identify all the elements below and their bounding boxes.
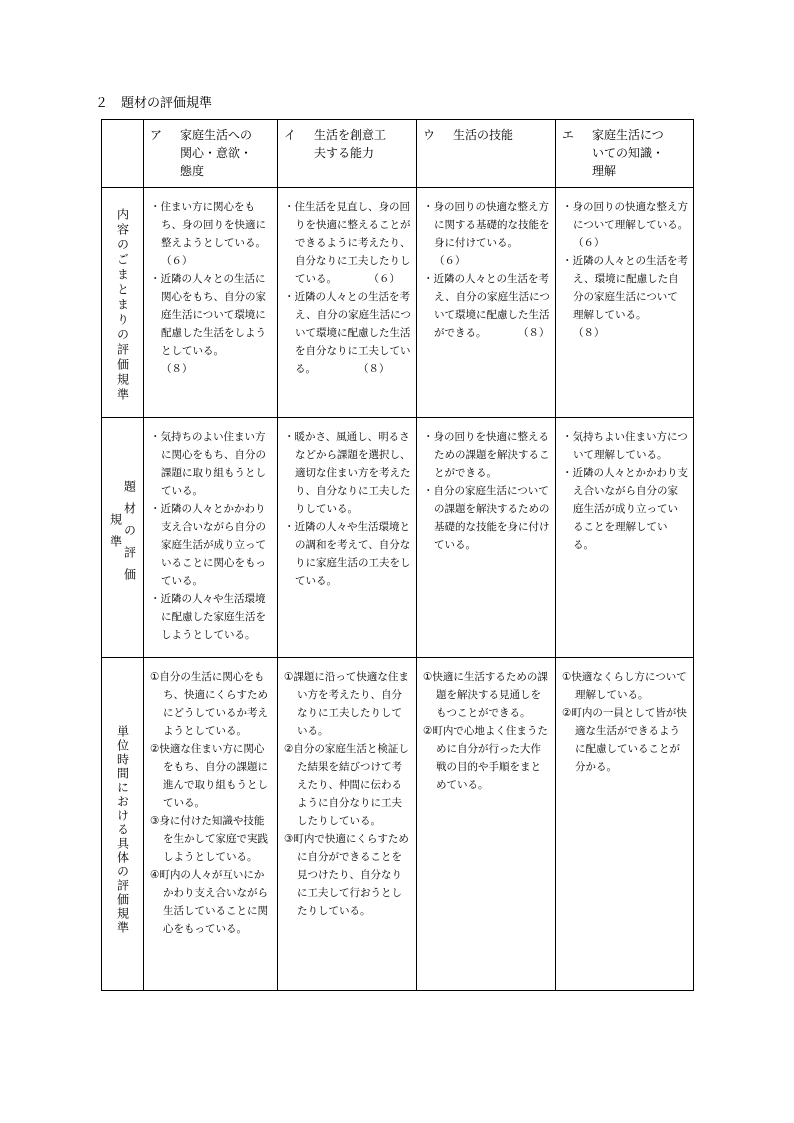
section-heading: ２ 題材の評価規準 bbox=[95, 96, 213, 111]
criteria-item: ①課題に沿って快適な住まい方を考えたり、自分なりに工夫したりしている。 bbox=[284, 671, 409, 737]
criteria-item: ・住まい方に関心をもち、身の回りを快適に整えようとしている。 （６） bbox=[150, 201, 303, 267]
col-title-line: 関心・意欲・ bbox=[180, 146, 253, 160]
col-title-line: いての知識・ bbox=[592, 146, 665, 160]
criteria-item: ④町内の人々が互いにかかわり支え合いながら生活していることに関心をもっている。 bbox=[150, 869, 268, 935]
criteria-cell bbox=[144, 188, 303, 418]
col-label: ア bbox=[150, 128, 163, 142]
table-row bbox=[102, 188, 694, 418]
criteria-item: ・近隣の人々との生活を考え、環境に配慮した自分の家庭生活について理解している。 （８） bbox=[562, 255, 688, 339]
criteria-item: ・気持ちよい住まい方について理解している。 bbox=[562, 431, 688, 461]
table-row bbox=[102, 418, 694, 658]
criteria-item: ・近隣の人々とかかわり支え合いながら自分の家庭生活が成り立っていることに関心をもっている。 bbox=[150, 503, 266, 587]
criteria-item: ①快適に生活するための課題を解決する見通しをもつことができる。 bbox=[423, 671, 548, 719]
criteria-cell bbox=[417, 658, 556, 991]
criteria-item: ・身の回りを快適に整えるための課題を解決することができる。 bbox=[423, 431, 550, 479]
row-label-cell bbox=[102, 658, 144, 991]
header-row bbox=[102, 120, 694, 188]
row-label: 内容のごまとまりの評価規準 bbox=[115, 208, 130, 403]
col-title-line: 家庭生活につ bbox=[592, 128, 664, 142]
criteria-item: ・暖かさ、風通し、明るさなどから課題を選択し、適切な住まい方を考えたり、自分なりに工夫したりしている。 bbox=[284, 431, 411, 515]
criteria-cell bbox=[417, 188, 556, 418]
col-label: イ bbox=[284, 128, 297, 142]
criteria-cell bbox=[278, 658, 417, 991]
criteria-item: ・身の回りの快適な整え方に関する基礎的な技能を身に付けている。 （６） bbox=[423, 201, 555, 267]
col-header-i bbox=[278, 120, 417, 188]
criteria-item: ・近隣の人々や生活環境に配慮した家庭生活をしようとしている。 bbox=[150, 593, 266, 641]
col-title-line: 生活を創意工 bbox=[314, 128, 387, 142]
criteria-item: ②快適な住まい方に関心をもち、自分の課題に進んで取り組もうとしている。 bbox=[150, 743, 268, 809]
row-label: 題材の評価規準 bbox=[108, 480, 137, 590]
col-title-line: 家庭生活への bbox=[180, 128, 253, 142]
criteria-item: ・住生活を見直し、身の回りを快適に整えることができるように考えたり、自分なりに工夫したりしている。 （６） bbox=[284, 201, 411, 285]
criteria-cell bbox=[278, 418, 417, 658]
criteria-item: ③町内で快適にくらすために自分ができることを見つけたり、自分なりに工夫して行おうとしたりしている。 bbox=[284, 833, 409, 917]
criteria-item: ②自分の家庭生活と検証した結果を結びつけて考えたり、仲間に伝わるように自分なりに工夫したりしている。 bbox=[284, 743, 409, 827]
criteria-item: ③身に付けた知識や技能を生かして家庭で実践しようとしている。 bbox=[150, 815, 268, 863]
col-label: エ bbox=[562, 128, 575, 142]
criteria-cell bbox=[556, 418, 694, 658]
criteria-item: ②町内で心地よく住まうために自分が行った大作戦の目的や手順をまとめている。 bbox=[423, 725, 548, 791]
criteria-item: ・近隣の人々との生活を考え、自分の家庭生活について環境に配慮した生活ができる。 （８） bbox=[423, 273, 550, 339]
criteria-cell bbox=[144, 658, 278, 991]
col-header-u bbox=[417, 120, 556, 188]
criteria-cell bbox=[556, 658, 694, 991]
row-label-cell bbox=[102, 188, 144, 418]
criteria-cell bbox=[417, 418, 556, 658]
col-title-line: 態度 bbox=[180, 164, 205, 178]
criteria-item: ①快適なくらし方について理解している。 bbox=[562, 671, 687, 701]
criteria-item: ・近隣の人々や生活環境との調和を考えて、自分なりに家庭生活の工夫をしている。 bbox=[284, 521, 411, 587]
criteria-item: ・近隣の人々との生活を考え、自分の家庭生活について環境に配慮した生活を自分なりに工夫している。 （８） bbox=[284, 291, 411, 375]
criteria-item: ・自分の家庭生活についての課題を解決するための基礎的な技能を身に付けている。 bbox=[423, 485, 550, 551]
col-title-line: 夫する能力 bbox=[314, 146, 375, 160]
criteria-item: ・気持ちのよい住まい方に関心をもち、自分の課題に取り組もうとしている。 bbox=[150, 431, 266, 497]
col-title-line: 生活の技能 bbox=[453, 128, 514, 142]
criteria-cell bbox=[556, 188, 726, 418]
row-label-cell bbox=[102, 418, 144, 658]
criteria-cell bbox=[278, 188, 417, 418]
col-header-e bbox=[556, 120, 694, 188]
criteria-item: ・身の回りの快適な整え方について理解している。 （６） bbox=[562, 201, 726, 249]
table-row bbox=[102, 658, 694, 991]
col-title-line: 理解 bbox=[592, 164, 617, 178]
corner-cell bbox=[102, 120, 144, 188]
col-label: ウ bbox=[423, 128, 436, 142]
criteria-item: ・近隣の人々との生活に関心をもち、自分の家庭生活について環境に配慮した生活をしようとしている。 （８） bbox=[150, 273, 266, 375]
criteria-item: ・近隣の人々とかかわり支え合いながら自分の家庭生活が成り立っていることを理解している。 bbox=[562, 467, 688, 551]
criteria-cell bbox=[144, 418, 278, 658]
row-label: 単位時間における具体の評価規準 bbox=[115, 725, 130, 935]
criteria-item: ②町内の一員として皆が快適な生活ができるように配慮していることが分かる。 bbox=[562, 707, 687, 773]
col-header-a bbox=[144, 120, 278, 188]
criteria-item: ①自分の生活に関心をもち、快適にくらすためにどうしているか考えようとしている。 bbox=[150, 671, 268, 737]
evaluation-criteria-table bbox=[101, 119, 726, 991]
